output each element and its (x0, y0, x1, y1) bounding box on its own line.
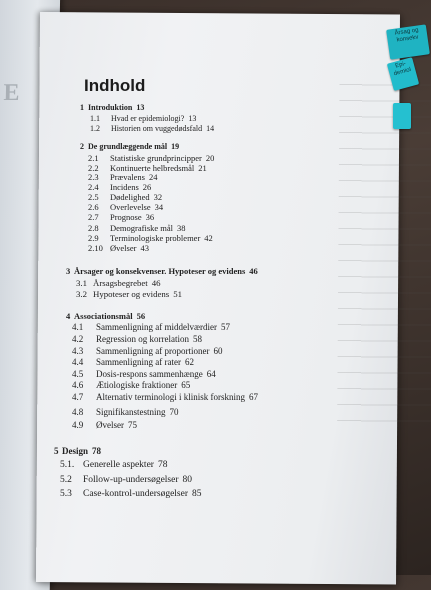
toc-chapter (54, 446, 101, 456)
toc-title: Case-kontrol-undersøgelser (83, 489, 188, 499)
toc-page-number: 78 (92, 446, 102, 456)
toc-title: De grundlæggende mål (88, 142, 168, 151)
toc-page-number: 24 (148, 172, 158, 182)
toc-title: Overlevelse (110, 202, 151, 212)
toc-section (76, 289, 182, 299)
toc-section (72, 346, 222, 356)
toc-page-number: 85 (192, 489, 202, 499)
toc-title: Sammenligning af proportioner (96, 346, 210, 356)
toc-title: Kontinuerte helbredsmål (110, 163, 195, 173)
toc-section (88, 223, 186, 233)
toc-title: Introduktion (88, 103, 133, 112)
toc-number: 4 (66, 311, 71, 321)
toc-title: Sammenligning af rater (96, 357, 181, 367)
toc-title: Ætiologiske fraktioner (96, 380, 178, 390)
toc-number: 4.3 (72, 346, 84, 356)
toc-section (90, 114, 196, 123)
toc-number: 2.9 (88, 233, 99, 243)
toc-title: Prævalens (110, 172, 145, 182)
toc-title: Prognose (110, 212, 142, 222)
toc-page-number: 21 (198, 163, 207, 173)
toc-page-number: 13 (188, 114, 197, 123)
toc-section (72, 420, 137, 430)
toc-chapter (80, 142, 179, 151)
toc-section (60, 460, 167, 470)
toc-number: 2.3 (88, 172, 99, 182)
toc-page-number: 78 (157, 460, 168, 470)
toc-page-number: 70 (169, 407, 179, 417)
toc-page-number: 75 (128, 420, 137, 430)
toc-number: 4.1 (72, 322, 84, 332)
toc-page-number: 13 (136, 103, 145, 112)
toc-title: Hypoteser og evidens (93, 289, 170, 299)
toc-number: 1.2 (90, 124, 100, 133)
toc-title: Incidens (110, 182, 139, 192)
toc-chapter (66, 311, 145, 321)
toc-section (88, 212, 154, 222)
toc-number: 3.2 (76, 289, 87, 299)
toc-number: 4.2 (72, 334, 84, 344)
toc-title: Dosis-respons sammenhænge (96, 369, 203, 379)
toc-section (88, 192, 162, 202)
sticky-tab-1: Årsag og konsekv (386, 24, 430, 59)
toc-section (88, 153, 214, 163)
toc-section (72, 407, 179, 417)
toc-title: Alternativ terminologi i klinisk forskning (96, 392, 245, 402)
toc-page-number: 38 (177, 223, 186, 233)
toc-number: 2.8 (88, 223, 99, 233)
toc-title: Terminologiske problemer (110, 233, 201, 243)
toc-section (60, 475, 192, 485)
toc-section (72, 369, 216, 379)
toc-title: Signifikanstestning (96, 407, 166, 417)
toc-page-number: 46 (249, 266, 258, 276)
toc-title: Øvelser (96, 420, 124, 430)
toc-section (72, 392, 258, 402)
toc-title: Generelle aspekter (83, 460, 154, 470)
toc-title: Demografiske mål (110, 223, 174, 233)
toc-section (88, 182, 151, 192)
toc-title: Årsager og konsekvenser. Hypoteser og evidens (74, 266, 246, 276)
toc-page-number: 62 (184, 357, 194, 367)
toc-title: Associationsmål (74, 311, 133, 321)
toc-page-number: 67 (248, 392, 258, 402)
toc-number: 3.1 (76, 278, 87, 288)
toc-section (72, 322, 230, 332)
toc-number: 1 (80, 103, 84, 112)
toc-page-number: 20 (205, 153, 215, 163)
toc-page-number: 34 (154, 202, 164, 212)
toc-title: Historien om vuggedødsfald (111, 124, 203, 133)
toc-number: 4.9 (72, 420, 84, 430)
toc-title: Follow-up-undersøgelser (83, 475, 179, 485)
toc-chapter (66, 266, 258, 276)
toc-title: Design (62, 446, 89, 456)
toc-section (88, 202, 163, 212)
toc-page-number: 58 (192, 334, 202, 344)
toc-number: 4.5 (72, 369, 84, 379)
left-page-bleed-text: E (3, 80, 20, 106)
toc-section (76, 278, 161, 288)
toc-title: Regression og korrelation (96, 334, 189, 344)
toc-number: 1.1 (90, 114, 100, 123)
toc-section (72, 334, 202, 344)
toc-number: 4.6 (72, 380, 84, 390)
toc-number: 5.3 (60, 489, 72, 499)
page-title: Indhold (84, 76, 146, 95)
toc-number: 2.10 (88, 243, 103, 253)
toc-number: 2.5 (88, 192, 99, 202)
toc-title: Sammenligning af middelværdier (96, 322, 217, 332)
toc-page-number: 14 (206, 124, 215, 133)
toc-section (72, 357, 194, 367)
toc-title: Hvad er epidemiologi? (111, 114, 185, 123)
toc-section (60, 489, 202, 499)
toc-section (88, 172, 157, 182)
toc-page-number: 36 (145, 212, 155, 222)
toc-number: 2 (80, 142, 84, 151)
toc-page-number: 43 (140, 243, 149, 253)
toc-page-number: 65 (181, 380, 191, 390)
toc-chapter (80, 103, 144, 112)
toc-number: 5.2 (60, 475, 72, 485)
toc-page-number: 51 (173, 289, 183, 299)
toc-number: 4.4 (72, 357, 84, 367)
toc-number: 2.1 (88, 153, 99, 163)
toc-number: 4.7 (72, 392, 84, 402)
toc-number: 2.7 (88, 212, 99, 222)
toc-section (88, 243, 149, 253)
toc-number: 2.2 (88, 163, 99, 173)
toc-number: 5.1. (60, 460, 75, 470)
toc-section (72, 380, 190, 390)
toc-number: 2.6 (88, 202, 99, 212)
toc-page-number: 26 (142, 182, 152, 192)
toc-page-number: 19 (171, 142, 180, 151)
toc-number: 2.4 (88, 182, 99, 192)
toc-page-number: 56 (136, 311, 146, 321)
toc-title: Dødelighed (110, 192, 150, 202)
toc-page-number: 60 (213, 346, 223, 356)
toc-number: 5 (54, 446, 59, 456)
toc-number: 3 (66, 266, 71, 276)
toc-page-number: 46 (151, 278, 161, 288)
toc-section (90, 124, 214, 133)
toc-title: Øvelser (110, 243, 137, 253)
toc-title: Årsagsbegrebet (93, 278, 148, 288)
toc-number: 4.8 (72, 407, 84, 417)
toc-page-number: 32 (153, 192, 163, 202)
toc-title: Statistiske grundprincipper (110, 153, 202, 163)
toc-page-number: 42 (204, 233, 213, 243)
toc-page-number: 57 (220, 322, 230, 332)
toc-page-number: 64 (206, 369, 216, 379)
sticky-tab-2: Epi-demiol (387, 57, 419, 91)
toc-section (88, 233, 213, 243)
toc-page-number: 80 (182, 475, 193, 485)
